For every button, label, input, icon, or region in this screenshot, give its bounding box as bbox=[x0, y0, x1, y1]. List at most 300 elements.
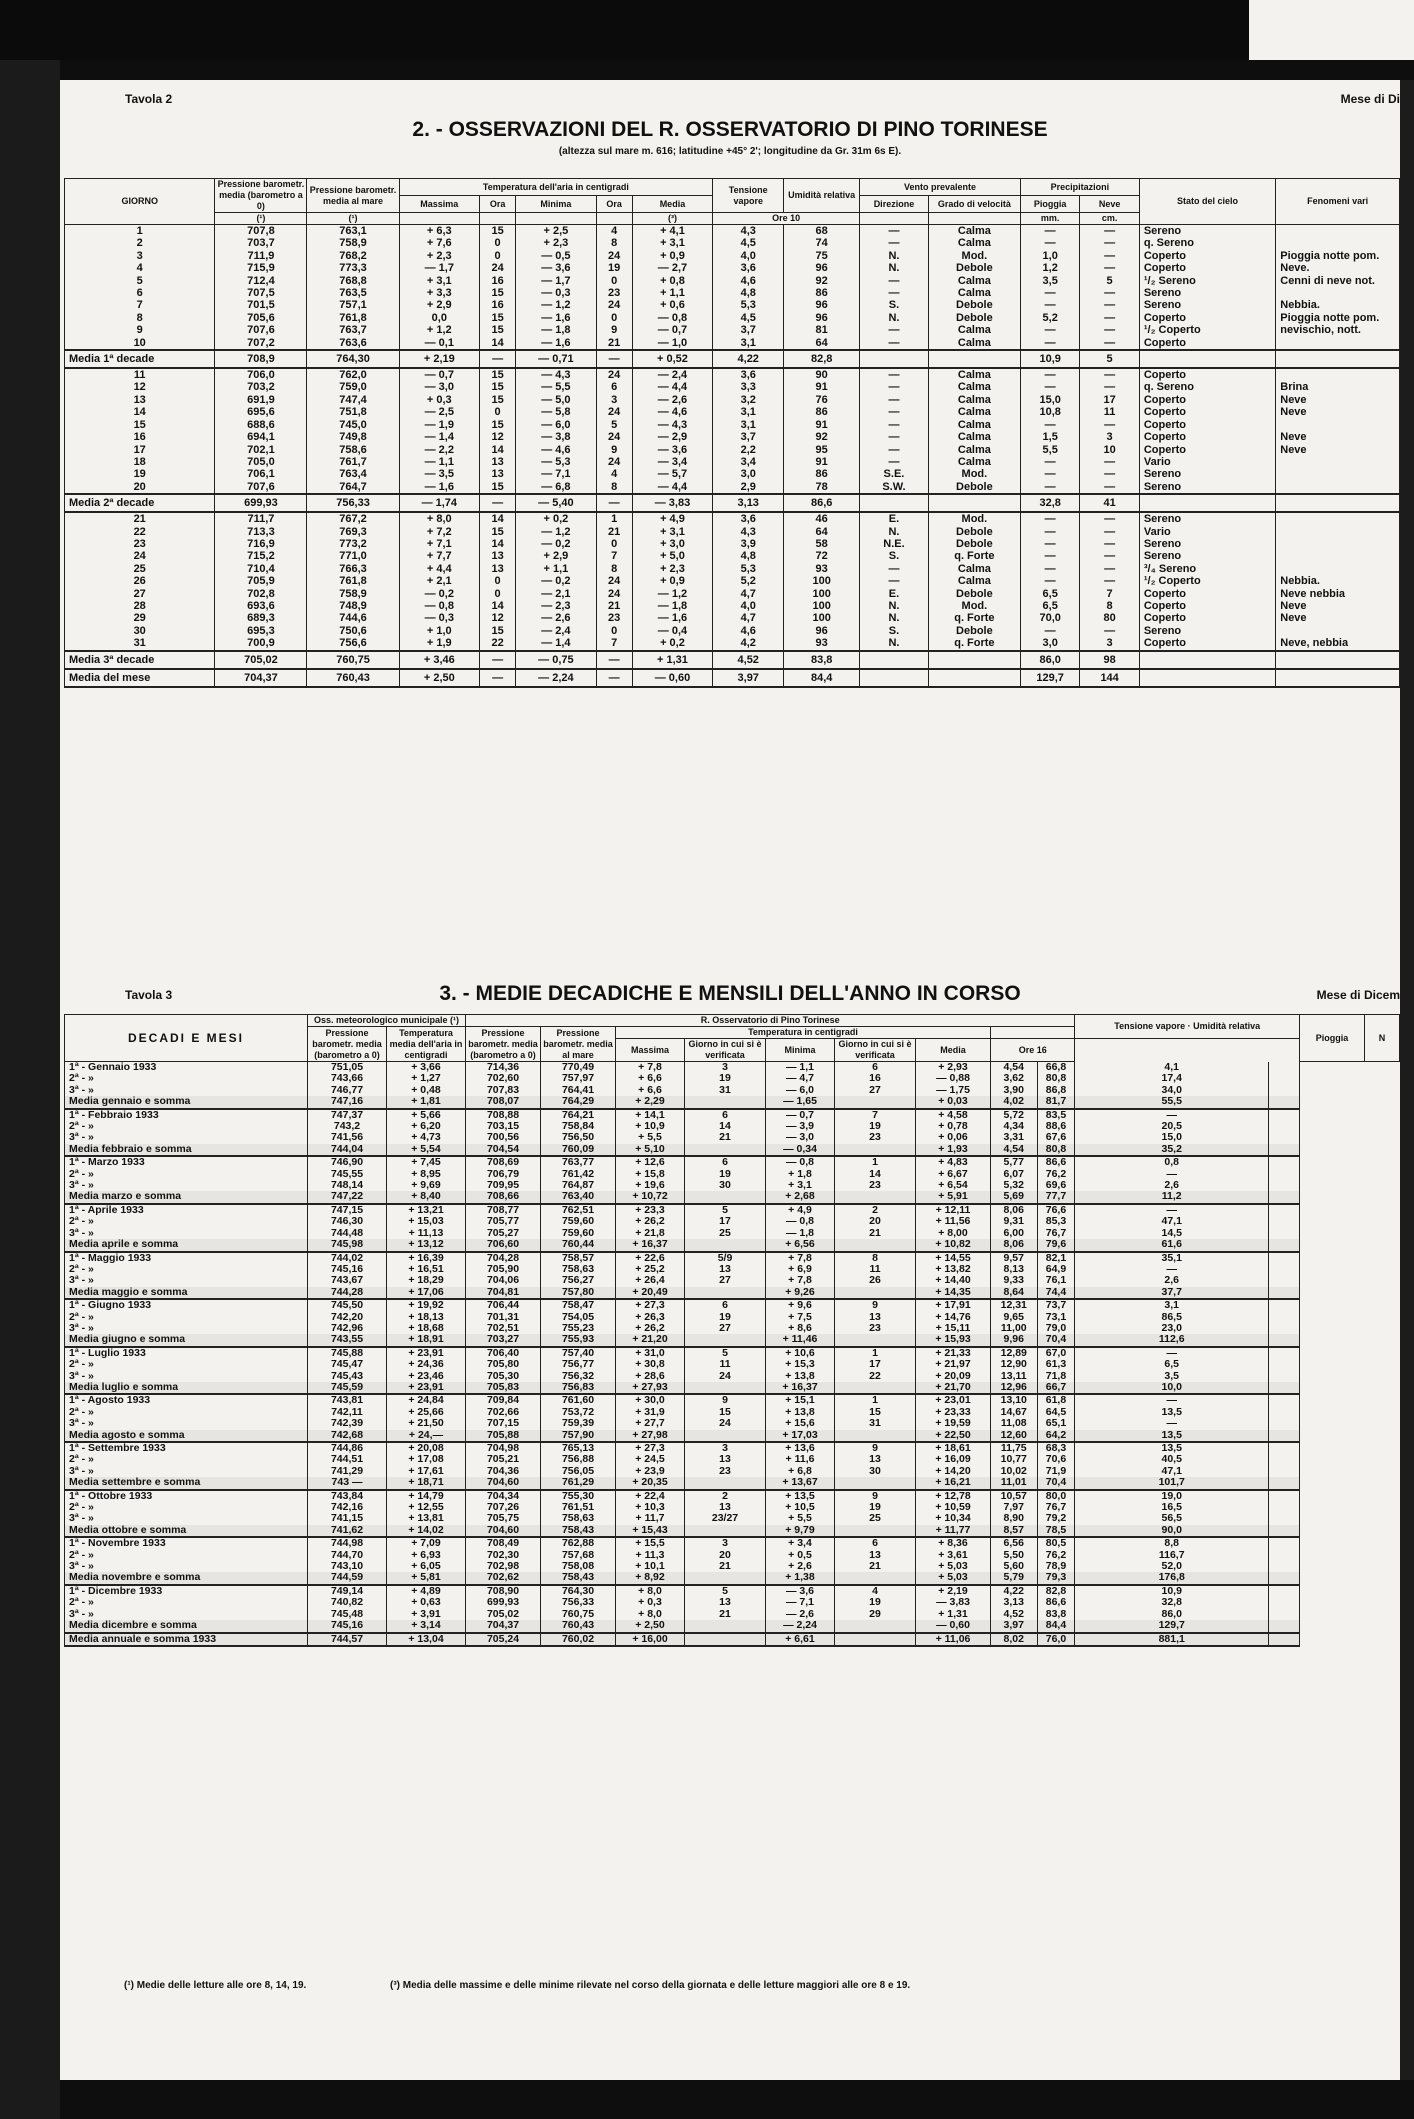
cell-j: 5,72 bbox=[991, 1109, 1038, 1121]
cell-g: — 1,1 bbox=[766, 1062, 835, 1074]
cell-lab: 2ª - » bbox=[65, 1502, 308, 1513]
cell-ne: 11 bbox=[1080, 406, 1139, 418]
cell-l: 10,0 bbox=[1075, 1382, 1269, 1394]
cell-fe: nevischio, nott. bbox=[1276, 324, 1400, 336]
col-obs-pressure: Pressione barometr. media (barometro a 0) bbox=[466, 1027, 541, 1062]
cell-dir: S.W. bbox=[860, 481, 929, 494]
cell-d: 757,80 bbox=[541, 1287, 616, 1299]
cell-on: 4 bbox=[596, 225, 632, 238]
cell-mx: — 0,7 bbox=[399, 368, 479, 381]
cell-snow bbox=[1269, 1513, 1300, 1524]
cell-k: 64,5 bbox=[1037, 1407, 1075, 1418]
col-vapour3: Tensione vapore bbox=[1114, 1021, 1186, 1031]
cell-pm: 759,0 bbox=[307, 381, 399, 393]
cell-fe: Neve nebbia bbox=[1276, 588, 1400, 600]
cell-e: + 23,9 bbox=[616, 1466, 685, 1477]
cell-b: + 3,14 bbox=[387, 1620, 466, 1632]
cell-g: 16 bbox=[65, 431, 215, 443]
cell-fe bbox=[1276, 526, 1400, 538]
cell-st: Coperto bbox=[1139, 600, 1275, 612]
cell-i: + 5,91 bbox=[916, 1191, 991, 1203]
cell-lab: 3ª - » bbox=[65, 1513, 308, 1524]
cell-f: 5 bbox=[685, 1347, 766, 1359]
cell-pi: — bbox=[1020, 550, 1079, 562]
cell-pi: 10,8 bbox=[1020, 406, 1079, 418]
cell-b: + 19,92 bbox=[387, 1299, 466, 1311]
cell-mx: — 1,74 bbox=[399, 494, 479, 512]
cell-k: 76,6 bbox=[1037, 1204, 1075, 1216]
cell-b: + 6,93 bbox=[387, 1550, 466, 1561]
cell-on: 21 bbox=[596, 526, 632, 538]
cell-l: 52,0 bbox=[1075, 1561, 1269, 1572]
cell-mx: + 2,3 bbox=[399, 250, 479, 262]
cell-um: 64 bbox=[784, 337, 860, 350]
cell-st: Sereno bbox=[1139, 550, 1275, 562]
month-summary-row bbox=[65, 1477, 1400, 1489]
cell-e: + 27,98 bbox=[616, 1430, 685, 1442]
col-mun-pressure: Pressione barometr. media (barometro a 0) bbox=[308, 1027, 387, 1062]
cell-h: 22 bbox=[835, 1371, 916, 1382]
cell-mx: — 1,4 bbox=[399, 431, 479, 443]
cell-g: + 7,8 bbox=[766, 1252, 835, 1264]
table-row bbox=[65, 1169, 1400, 1180]
cell-h: 21 bbox=[835, 1228, 916, 1239]
cell-e: + 26,2 bbox=[616, 1216, 685, 1227]
cell-pm: 758,9 bbox=[307, 588, 399, 600]
cell-k: 80,8 bbox=[1037, 1073, 1075, 1084]
cell-om: 14 bbox=[480, 337, 516, 350]
cell-pb: 705,6 bbox=[215, 312, 307, 324]
cell-l: 0,8 bbox=[1075, 1156, 1269, 1168]
cell-d: 756,77 bbox=[541, 1359, 616, 1370]
cell-lab: 1ª - Maggio 1933 bbox=[65, 1252, 308, 1264]
cell-mx: + 8,0 bbox=[399, 512, 479, 525]
cell-pb: 708,9 bbox=[215, 350, 307, 368]
cell-st: Coperto bbox=[1139, 337, 1275, 350]
cell-pb: 707,8 bbox=[215, 225, 307, 238]
table-row bbox=[65, 1585, 1400, 1597]
cell-g: 13 bbox=[65, 394, 215, 406]
cell-on: 0 bbox=[596, 312, 632, 324]
cell-dir: — bbox=[860, 237, 929, 249]
cell-d: 756,27 bbox=[541, 1275, 616, 1286]
cell-a: 742,68 bbox=[308, 1430, 387, 1442]
cell-g: — 3,6 bbox=[766, 1585, 835, 1597]
cell-b: + 20,08 bbox=[387, 1442, 466, 1454]
cell-c: 705,75 bbox=[466, 1513, 541, 1524]
cell-om: 12 bbox=[480, 612, 516, 624]
cell-snow bbox=[1269, 1407, 1300, 1418]
cell-a: 741,29 bbox=[308, 1466, 387, 1477]
cell-tv: 5,2 bbox=[713, 575, 784, 587]
cell-g: — 7,1 bbox=[766, 1597, 835, 1608]
cell-st: q. Sereno bbox=[1139, 381, 1275, 393]
cell-pb: 715,2 bbox=[215, 550, 307, 562]
cell-dir: — bbox=[860, 275, 929, 287]
cell-l: 3,5 bbox=[1075, 1371, 1269, 1382]
table-row bbox=[65, 250, 1400, 262]
cell-a: 742,96 bbox=[308, 1323, 387, 1334]
cell-dir: S. bbox=[860, 550, 929, 562]
cell-h: 13 bbox=[835, 1312, 916, 1323]
cell-h bbox=[835, 1572, 916, 1584]
cell-a: 741,56 bbox=[308, 1132, 387, 1143]
cell-tv: 4,52 bbox=[713, 651, 784, 669]
cell-g: + 7,5 bbox=[766, 1312, 835, 1323]
cell-a: 743,66 bbox=[308, 1073, 387, 1084]
cell-gr: Calma bbox=[928, 419, 1020, 431]
cell-pb: 707,6 bbox=[215, 324, 307, 336]
cell-st: Vario bbox=[1139, 456, 1275, 468]
cell-i: — 3,83 bbox=[916, 1597, 991, 1608]
cell-st: Sereno bbox=[1139, 625, 1275, 637]
cell-c: 705,27 bbox=[466, 1228, 541, 1239]
cell-st: Sereno bbox=[1139, 538, 1275, 550]
cell-om: 16 bbox=[480, 299, 516, 311]
col-obs-sea: Pressione barometr. media al mare bbox=[541, 1027, 616, 1062]
cell-tv: 3,0 bbox=[713, 468, 784, 480]
cell-gr: Calma bbox=[928, 444, 1020, 456]
cell-g: 31 bbox=[65, 637, 215, 650]
cell-lab: Media dicembre e somma bbox=[65, 1620, 308, 1632]
cell-pm: 756,33 bbox=[307, 494, 399, 512]
cell-mx: + 3,1 bbox=[399, 275, 479, 287]
cell-d: 764,41 bbox=[541, 1085, 616, 1096]
cell-pi: — bbox=[1020, 419, 1079, 431]
cell-l: — bbox=[1075, 1169, 1269, 1180]
cell-gr: Calma bbox=[928, 406, 1020, 418]
cell-f: 3 bbox=[685, 1062, 766, 1074]
cell-f: 6 bbox=[685, 1299, 766, 1311]
cell-f: 15 bbox=[685, 1407, 766, 1418]
cell-l: 20,5 bbox=[1075, 1121, 1269, 1132]
cell-a: 743,2 bbox=[308, 1121, 387, 1132]
cell-fe: Nebbia. bbox=[1276, 575, 1400, 587]
cell-pm: 762,0 bbox=[307, 368, 399, 381]
col-max: Massima bbox=[399, 196, 479, 213]
cell-a: 747,15 bbox=[308, 1204, 387, 1216]
col-pressure-sea: Pressione barometr. media al mare bbox=[307, 179, 399, 213]
cell-i: + 0,06 bbox=[916, 1132, 991, 1143]
unit-cm: cm. bbox=[1080, 213, 1139, 225]
cell-om: 15 bbox=[480, 287, 516, 299]
cell-dir: — bbox=[860, 456, 929, 468]
cell-um: 100 bbox=[784, 612, 860, 624]
cell-h bbox=[835, 1525, 916, 1537]
cell-pi: — bbox=[1020, 625, 1079, 637]
cell-i: + 11,56 bbox=[916, 1216, 991, 1227]
table-row bbox=[65, 225, 1400, 238]
cell-fe: Neve bbox=[1276, 444, 1400, 456]
cell-g: + 9,26 bbox=[766, 1287, 835, 1299]
cell-st: ¹/₂ Sereno bbox=[1139, 275, 1275, 287]
table-row bbox=[65, 287, 1400, 299]
cell-pb: 716,9 bbox=[215, 538, 307, 550]
cell-c: 704,60 bbox=[466, 1525, 541, 1537]
cell-mn: + 2,3 bbox=[516, 237, 596, 249]
cell-b: + 18,13 bbox=[387, 1312, 466, 1323]
cell-h bbox=[835, 1287, 916, 1299]
table-row bbox=[65, 563, 1400, 575]
cell-st bbox=[1139, 350, 1275, 368]
table-row bbox=[65, 1359, 1400, 1370]
cell-lab: 1ª - Luglio 1933 bbox=[65, 1347, 308, 1359]
table-row bbox=[65, 431, 1400, 443]
table-row bbox=[65, 468, 1400, 480]
cell-e: + 10,9 bbox=[616, 1121, 685, 1132]
cell-pm: 744,6 bbox=[307, 612, 399, 624]
cell-mx: — 0,1 bbox=[399, 337, 479, 350]
cell-fe bbox=[1276, 456, 1400, 468]
month-summary-row bbox=[65, 1096, 1400, 1108]
cell-tv: 4,0 bbox=[713, 250, 784, 262]
cell-g: + 10,6 bbox=[766, 1347, 835, 1359]
cell-j: 12,89 bbox=[991, 1347, 1038, 1359]
cell-um: 93 bbox=[784, 563, 860, 575]
cell-i: + 2,19 bbox=[916, 1585, 991, 1597]
cell-ne: 10 bbox=[1080, 444, 1139, 456]
month-summary-row bbox=[65, 1287, 1400, 1299]
cell-h: 23 bbox=[835, 1323, 916, 1334]
cell-dir bbox=[860, 669, 929, 687]
cell-snow bbox=[1269, 1454, 1300, 1465]
cell-i: + 18,61 bbox=[916, 1442, 991, 1454]
cell-tv: 3,9 bbox=[713, 538, 784, 550]
cell-md: — 4,4 bbox=[632, 481, 712, 494]
cell-pb: 703,2 bbox=[215, 381, 307, 393]
table-row bbox=[65, 1264, 1400, 1275]
cell-f: 20 bbox=[685, 1550, 766, 1561]
cell-md: + 0,6 bbox=[632, 299, 712, 311]
cell-h: 6 bbox=[835, 1062, 916, 1074]
cell-e: + 11,7 bbox=[616, 1513, 685, 1524]
cell-j: 11,00 bbox=[991, 1323, 1038, 1334]
cell-d: 764,30 bbox=[541, 1585, 616, 1597]
cell-pb: 700,9 bbox=[215, 637, 307, 650]
cell-h: 30 bbox=[835, 1466, 916, 1477]
cell-md: + 3,1 bbox=[632, 237, 712, 249]
cell-pb: 712,4 bbox=[215, 275, 307, 287]
cell-dir: N. bbox=[860, 526, 929, 538]
cell-g: + 6,9 bbox=[766, 1264, 835, 1275]
cell-b: + 11,13 bbox=[387, 1228, 466, 1239]
cell-l: 47,1 bbox=[1075, 1466, 1269, 1477]
cell-st bbox=[1139, 494, 1275, 512]
cell-b: + 23,91 bbox=[387, 1347, 466, 1359]
cell-g: 17 bbox=[65, 444, 215, 456]
cell-h: 1 bbox=[835, 1394, 916, 1406]
cell-tv: 3,13 bbox=[713, 494, 784, 512]
cell-l: 10,9 bbox=[1075, 1585, 1269, 1597]
cell-snow bbox=[1269, 1216, 1300, 1227]
cell-g: + 3,4 bbox=[766, 1537, 835, 1549]
cell-a: 743,84 bbox=[308, 1490, 387, 1502]
cell-ne: — bbox=[1080, 625, 1139, 637]
cell-f: 13 bbox=[685, 1454, 766, 1465]
table-row bbox=[65, 1073, 1400, 1084]
table-row bbox=[65, 1121, 1400, 1132]
cell-gr: Mod. bbox=[928, 600, 1020, 612]
table-row bbox=[65, 1407, 1400, 1418]
cell-st: Coperto bbox=[1139, 368, 1275, 381]
cell-c: 704,81 bbox=[466, 1287, 541, 1299]
cell-j: 9,96 bbox=[991, 1334, 1038, 1346]
cell-mx: + 3,3 bbox=[399, 287, 479, 299]
cell-j: 8,90 bbox=[991, 1513, 1038, 1524]
cell-d: 755,23 bbox=[541, 1323, 616, 1334]
cell-j: 5,69 bbox=[991, 1191, 1038, 1203]
cell-h: 14 bbox=[835, 1169, 916, 1180]
cell-mn: — 2,1 bbox=[516, 588, 596, 600]
cell-h: 9 bbox=[835, 1442, 916, 1454]
cell-g: + 2,6 bbox=[766, 1561, 835, 1572]
col-max3: Massima bbox=[616, 1039, 685, 1062]
cell-ne: — bbox=[1080, 250, 1139, 262]
cell-pi: — bbox=[1020, 337, 1079, 350]
cell-md: — 4,3 bbox=[632, 419, 712, 431]
cell-i: + 4,58 bbox=[916, 1109, 991, 1121]
cell-l: 112,6 bbox=[1075, 1334, 1269, 1346]
cell-um: 83,8 bbox=[784, 651, 860, 669]
cell-pi: 15,0 bbox=[1020, 394, 1079, 406]
cell-c: 705,30 bbox=[466, 1371, 541, 1382]
cell-md: — 0,4 bbox=[632, 625, 712, 637]
cell-pm: 757,1 bbox=[307, 299, 399, 311]
cell-lab: Media marzo e somma bbox=[65, 1191, 308, 1203]
cell-dir: S. bbox=[860, 299, 929, 311]
summary-row bbox=[65, 350, 1400, 368]
cell-mx: + 0,3 bbox=[399, 394, 479, 406]
cell-i: + 11,06 bbox=[916, 1633, 991, 1646]
cell-g: Media 3ª decade bbox=[65, 651, 215, 669]
cell-l: 176,8 bbox=[1075, 1572, 1269, 1584]
cell-tv: 3,7 bbox=[713, 324, 784, 336]
col-precip: Precipitazioni bbox=[1020, 179, 1139, 196]
cell-e: + 27,3 bbox=[616, 1299, 685, 1311]
cell-pi: — bbox=[1020, 381, 1079, 393]
cell-md: — 1,8 bbox=[632, 600, 712, 612]
table-row bbox=[65, 324, 1400, 336]
cell-e: + 16,37 bbox=[616, 1239, 685, 1251]
cell-um: 74 bbox=[784, 237, 860, 249]
cell-gr: Calma bbox=[928, 324, 1020, 336]
cell-b: + 14,79 bbox=[387, 1490, 466, 1502]
cell-snow bbox=[1269, 1264, 1300, 1275]
cell-lab: 2ª - » bbox=[65, 1312, 308, 1323]
cell-f: 9 bbox=[685, 1394, 766, 1406]
cell-f: 25 bbox=[685, 1228, 766, 1239]
cell-e: + 15,43 bbox=[616, 1525, 685, 1537]
cell-g: 19 bbox=[65, 468, 215, 480]
cell-i: + 10,34 bbox=[916, 1513, 991, 1524]
cell-pm: 750,6 bbox=[307, 625, 399, 637]
cell-i: + 8,36 bbox=[916, 1537, 991, 1549]
cell-fe bbox=[1276, 625, 1400, 637]
cell-st: Coperto bbox=[1139, 637, 1275, 650]
cell-snow bbox=[1269, 1537, 1300, 1549]
cell-i: + 6,54 bbox=[916, 1180, 991, 1191]
cell-snow bbox=[1269, 1359, 1300, 1370]
cell-st: Coperto bbox=[1139, 262, 1275, 274]
cell-on: 21 bbox=[596, 337, 632, 350]
cell-d: 759,60 bbox=[541, 1228, 616, 1239]
cell-d: 758,63 bbox=[541, 1264, 616, 1275]
cell-mx: — 3,0 bbox=[399, 381, 479, 393]
cell-fe bbox=[1276, 550, 1400, 562]
month-summary-row bbox=[65, 1620, 1400, 1632]
cell-dir: — bbox=[860, 368, 929, 381]
cell-j: 4,22 bbox=[991, 1585, 1038, 1597]
cell-snow bbox=[1269, 1597, 1300, 1608]
cell-i: + 15,93 bbox=[916, 1334, 991, 1346]
cell-e: + 27,3 bbox=[616, 1442, 685, 1454]
cell-i: + 2,93 bbox=[916, 1062, 991, 1074]
cell-c: 706,79 bbox=[466, 1169, 541, 1180]
col-wind: Vento prevalente bbox=[860, 179, 1021, 196]
cell-c: 708,69 bbox=[466, 1156, 541, 1168]
cell-gr: Calma bbox=[928, 431, 1020, 443]
cell-dir: — bbox=[860, 431, 929, 443]
cell-i: + 12,11 bbox=[916, 1204, 991, 1216]
cell-lab: 1ª - Settembre 1933 bbox=[65, 1442, 308, 1454]
cell-k: 84,4 bbox=[1037, 1620, 1075, 1632]
cell-pm: 761,8 bbox=[307, 312, 399, 324]
cell-snow bbox=[1269, 1096, 1300, 1108]
col-mean3: Media bbox=[916, 1039, 991, 1062]
col-rain: Pioggia bbox=[1020, 196, 1079, 213]
cell-g: 30 bbox=[65, 625, 215, 637]
cell-c: 704,98 bbox=[466, 1442, 541, 1454]
cell-um: 84,4 bbox=[784, 669, 860, 687]
cell-gr: Calma bbox=[928, 287, 1020, 299]
cell-um: 96 bbox=[784, 625, 860, 637]
cell-b: + 3,66 bbox=[387, 1062, 466, 1074]
cell-md: + 2,3 bbox=[632, 563, 712, 575]
cell-k: 68,3 bbox=[1037, 1442, 1075, 1454]
cell-k: 70,4 bbox=[1037, 1477, 1075, 1489]
cell-c: 707,15 bbox=[466, 1418, 541, 1429]
cell-f: 21 bbox=[685, 1132, 766, 1143]
cell-snow bbox=[1269, 1633, 1300, 1646]
cell-c: 704,37 bbox=[466, 1620, 541, 1632]
cell-c: 701,31 bbox=[466, 1312, 541, 1323]
cell-c: 702,60 bbox=[466, 1073, 541, 1084]
cell-g: + 8,6 bbox=[766, 1323, 835, 1334]
cell-d: 756,83 bbox=[541, 1382, 616, 1394]
cell-g: 28 bbox=[65, 600, 215, 612]
cell-c: 704,60 bbox=[466, 1477, 541, 1489]
cell-pi: — bbox=[1020, 368, 1079, 381]
cell-c: 704,36 bbox=[466, 1466, 541, 1477]
cell-d: 760,43 bbox=[541, 1620, 616, 1632]
cell-g: — 1,8 bbox=[766, 1228, 835, 1239]
cell-mx: — 1,7 bbox=[399, 262, 479, 274]
cell-pb: 711,9 bbox=[215, 250, 307, 262]
cell-f: 24 bbox=[685, 1371, 766, 1382]
cell-pm: 761,8 bbox=[307, 575, 399, 587]
cell-i: — 0,60 bbox=[916, 1620, 991, 1632]
table-row bbox=[65, 262, 1400, 274]
cell-c: 708,66 bbox=[466, 1191, 541, 1203]
table2-label: Tavola 2 bbox=[125, 92, 173, 106]
cell-g: 25 bbox=[65, 563, 215, 575]
cell-c: 702,30 bbox=[466, 1550, 541, 1561]
cell-mx: + 1,0 bbox=[399, 625, 479, 637]
cell-h bbox=[835, 1382, 916, 1394]
cell-g: 27 bbox=[65, 588, 215, 600]
cell-fe: Pioggia notte pom. bbox=[1276, 312, 1400, 324]
cell-gr: Calma bbox=[928, 456, 1020, 468]
